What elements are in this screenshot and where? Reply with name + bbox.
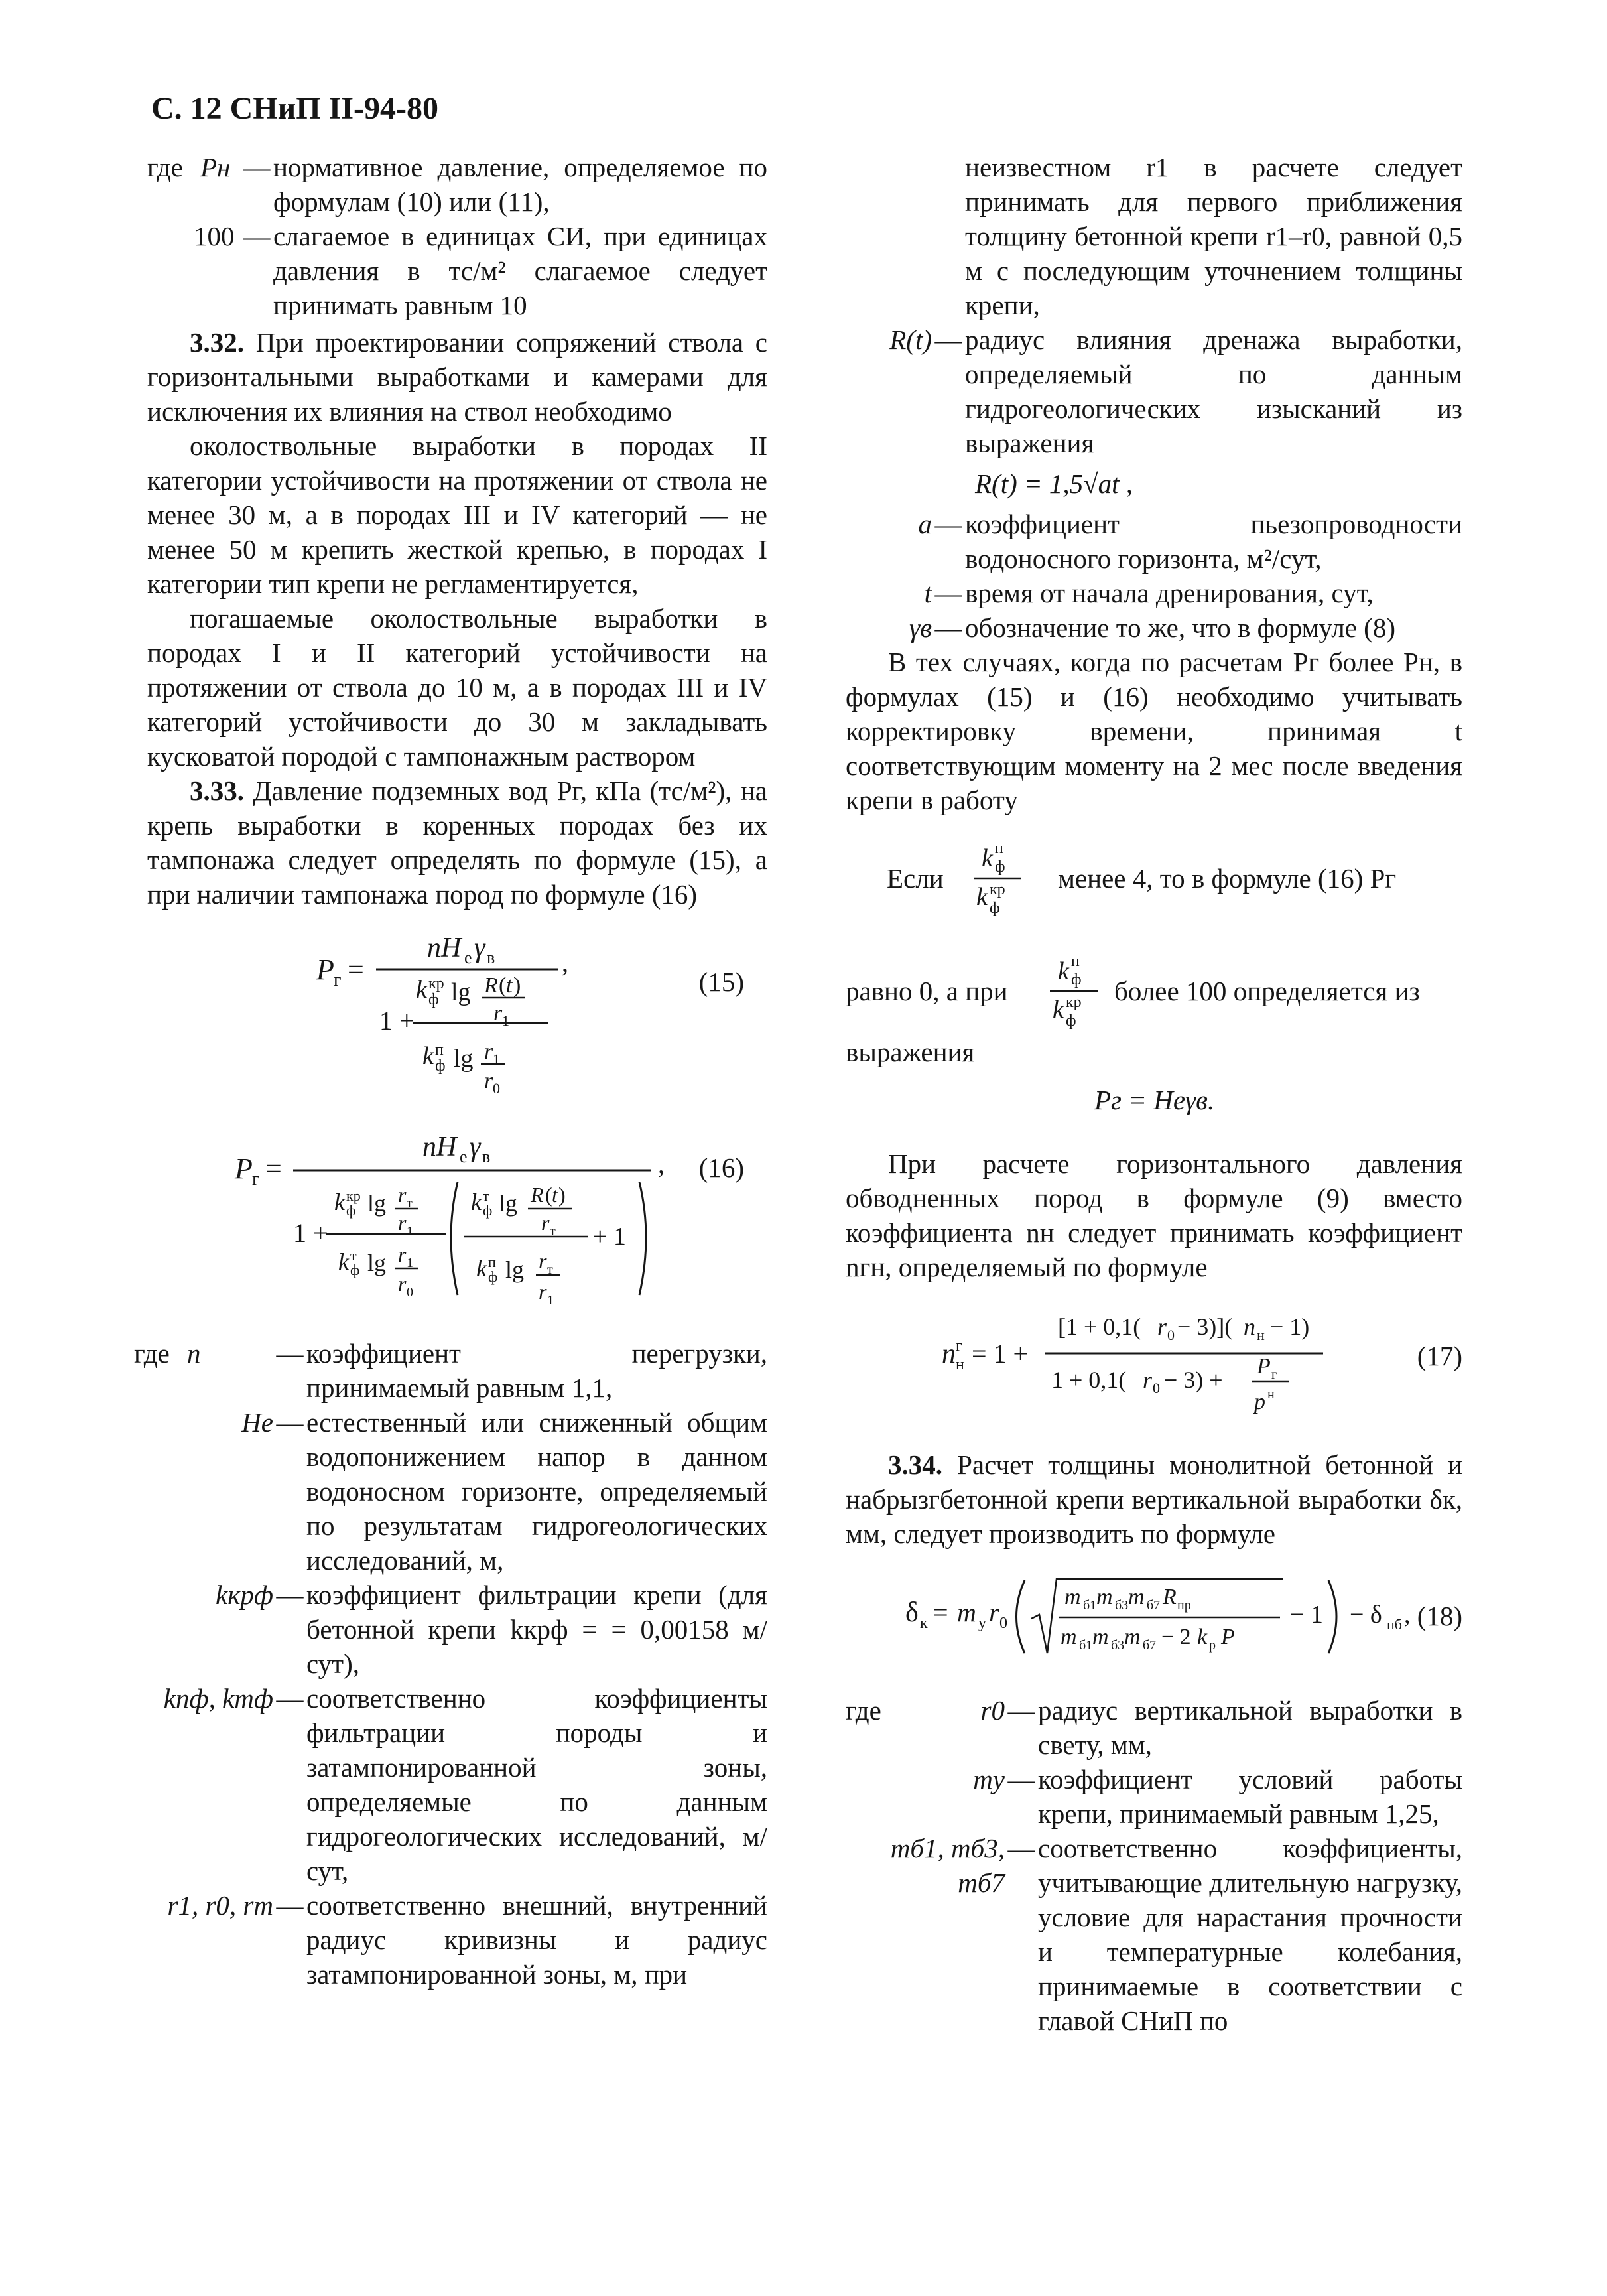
svg-text:k: k [1053, 996, 1064, 1024]
definition-dash: — [276, 1890, 304, 1921]
svg-text:r: r [398, 1243, 407, 1266]
svg-text:б1: б1 [1079, 1638, 1093, 1653]
svg-text:lg: lg [454, 1045, 474, 1073]
formula-number: (16) [698, 1152, 744, 1183]
svg-text:г: г [334, 970, 342, 990]
section-number: 3.32. [190, 327, 244, 358]
definition-symbol: t [924, 578, 932, 608]
definition-symbol: mу [973, 1764, 1005, 1794]
svg-text:= 1 +: = 1 + [972, 1339, 1029, 1369]
svg-text:пр: пр [1177, 1598, 1191, 1613]
svg-text:r: r [989, 1597, 999, 1627]
definition-continuation [846, 150, 1462, 322]
svg-text:ф: ф [350, 1262, 360, 1278]
definition-item [846, 322, 1462, 460]
definition-text: соответственно коэффициенты фильтрации породы и затампонированной зоны, определяемые по данным гидрогеологических исследований, м/сут, [306, 1683, 767, 1886]
section-number: 3.34. [888, 1450, 942, 1480]
svg-text:п: п [488, 1254, 496, 1270]
paragraph-text: При проектировании сопряжений ствола с горизонтальными выработками и камерами для исключения их влияния на ствол необходимо [147, 327, 767, 427]
expression-word: выражения [846, 1037, 975, 1067]
definition-dash: — [1007, 1833, 1035, 1863]
svg-text:r: r [398, 1272, 407, 1296]
definition-item [134, 1336, 767, 1405]
definition-symbol: n [187, 1338, 201, 1369]
svg-text:т: т [547, 1262, 553, 1277]
formula-number: (18) [1417, 1601, 1462, 1631]
svg-text:r: r [1143, 1367, 1153, 1393]
svg-text:(: ( [545, 1183, 552, 1207]
definition-text: нормативное давление, определяемое по формулам (10) или (11), [273, 152, 767, 217]
definition-symbol: 100 [194, 221, 235, 251]
formula-P: Pг = Hеγв. [1094, 1085, 1215, 1115]
svg-text:1 +: 1 + [293, 1218, 328, 1248]
formula-18 [846, 1567, 1462, 1666]
svg-text:=: = [933, 1597, 948, 1627]
svg-text:=: = [265, 1152, 282, 1185]
definition-prefix: где [846, 1695, 881, 1725]
svg-text:кр: кр [990, 881, 1005, 898]
svg-text:0: 0 [1153, 1380, 1160, 1396]
svg-text:1: 1 [502, 1012, 509, 1029]
svg-text:е: е [464, 948, 472, 967]
definition-symbol: mб1, mб3, mб7 [890, 1833, 1005, 1898]
svg-text:б1: б1 [1083, 1598, 1097, 1613]
definition-dash: — [934, 578, 962, 608]
svg-text:у: у [978, 1615, 986, 1632]
paragraph: околоствольные выработки в породах II категории устойчивости на протяжении от ствола не менее 30 м, а в породах III и IV категорий — не менее 50 м крепить жесткой крепью, в породах I категории тип крепи не регламентируется, [147, 431, 767, 599]
definition-text: соответственно внешний, внутренний радиус кривизны и радиус затампонированной зоны, м, при [306, 1890, 767, 1990]
formula-16 [147, 1137, 767, 1336]
svg-text:н: н [1267, 1387, 1275, 1402]
svg-text:1: 1 [407, 1256, 413, 1270]
svg-text:− 2: − 2 [1161, 1625, 1191, 1649]
svg-text:): ) [558, 1183, 566, 1207]
definition-text: коэффициент перегрузки, принимаемый равным 1,1, [306, 1338, 767, 1403]
paragraph: В тех случаях, когда по расчетам Pг более Pн, в формулах (15) и (16) необходимо учитывать корректировку времени, принимая t соответствующим моменту на 2 мес после введения крепи в работу [846, 647, 1462, 815]
svg-text:в: в [487, 948, 495, 967]
definition-symbol: kпф, kтф [163, 1683, 273, 1714]
svg-text:кр: кр [1066, 994, 1082, 1011]
svg-text:m: m [1092, 1625, 1109, 1649]
svg-text:− 1: − 1 [1290, 1601, 1323, 1629]
paragraph-text: Расчет толщины монолитной бетонной и набрызгбетонной крепи вертикальной выработки δк, мм, следует производить по формуле [846, 1450, 1462, 1549]
definition-item [147, 219, 767, 322]
definition-text: время от начала дренирования, сут, [965, 578, 1374, 608]
svg-text:0: 0 [999, 1615, 1007, 1632]
definition-dash: — [1007, 1764, 1035, 1794]
svg-text:в: в [482, 1147, 491, 1166]
svg-text:кр: кр [428, 975, 444, 992]
svg-text:0: 0 [407, 1285, 413, 1300]
svg-text:k: k [334, 1189, 345, 1215]
definition-dash: — [934, 612, 962, 643]
definition-item [846, 1693, 1462, 1762]
svg-text:к: к [920, 1615, 928, 1632]
svg-text:т: т [350, 1247, 357, 1264]
definition-text: коэффициент условий работы крепи, принимаемый равным 1,25, [1038, 1764, 1462, 1829]
definition-dash: — [934, 324, 962, 355]
svg-text:r: r [1157, 1314, 1167, 1340]
svg-text:k: k [976, 883, 988, 911]
svg-text:δ: δ [905, 1597, 919, 1628]
condition-text: менее 4, то в формуле (16) Pг [1058, 863, 1397, 894]
definition-symbol: R(t) [889, 324, 932, 355]
definition-item [147, 1578, 767, 1681]
svg-text:ф: ф [483, 1202, 493, 1219]
svg-text:ф: ф [435, 1057, 446, 1075]
condition-word: равно 0, а при [846, 976, 1008, 1006]
definition-dash: — [934, 509, 962, 539]
formula-number: (15) [698, 967, 744, 997]
svg-text:0: 0 [1167, 1327, 1175, 1343]
svg-text:б3: б3 [1115, 1598, 1129, 1613]
svg-text:r: r [539, 1280, 547, 1304]
formula-16-graphic [147, 1137, 744, 1336]
svg-text:n: n [942, 1339, 956, 1369]
svg-text:P: P [316, 953, 334, 986]
svg-text:,: , [658, 1149, 665, 1179]
svg-text:р: р [1209, 1638, 1216, 1653]
svg-text:+ 1: + 1 [593, 1223, 626, 1250]
svg-text:б7: б7 [1143, 1638, 1157, 1653]
svg-text:r: r [484, 1040, 493, 1064]
definition-symbol: r1, r0, rт [167, 1890, 273, 1921]
paragraph: При расчете горизонтального давления обводненных пород в формуле (9) вместо коэффициента nн следует принимать коэффициент nгн, определяемый по формуле [846, 1148, 1462, 1282]
formula-18-graphic [846, 1567, 1462, 1666]
svg-text:г: г [956, 1337, 962, 1355]
definition-prefix: где [134, 1338, 170, 1369]
svg-text:): ) [513, 973, 521, 998]
svg-text:lg: lg [367, 1250, 387, 1276]
svg-text:k: k [476, 1255, 487, 1282]
page-header: С. 12 СНиП II-94-80 [151, 91, 438, 126]
svg-text:,: , [1404, 1601, 1411, 1629]
definition-text: естественный или сниженный общим водопонижением напор в данном водоносном горизонте, определяемый по результатам гидрогеологических исследований, м, [306, 1407, 767, 1576]
definition-dash: — [276, 1683, 304, 1714]
paragraph-3-33 [147, 774, 767, 912]
definition-item [846, 576, 1462, 610]
svg-text:,: , [562, 947, 568, 977]
svg-text:г: г [1271, 1367, 1277, 1382]
svg-text:m: m [1064, 1585, 1081, 1609]
definition-item [147, 1888, 767, 1992]
definition-dash: — [276, 1407, 304, 1438]
definition-dash: — [243, 152, 271, 182]
svg-text:[1 + 0,1(: [1 + 0,1( [1058, 1314, 1141, 1340]
svg-text:1 +: 1 + [379, 1006, 415, 1036]
definition-dash: — [276, 1580, 304, 1610]
svg-text:γ: γ [474, 933, 485, 963]
svg-text:r: r [398, 1183, 407, 1207]
svg-text:R: R [1163, 1585, 1177, 1609]
definition-prefix: где [147, 152, 183, 182]
svg-text:nH: nH [427, 933, 462, 963]
svg-text:r: r [398, 1211, 407, 1235]
svg-text:R: R [484, 973, 498, 998]
svg-text:ф: ф [1071, 971, 1082, 988]
svg-text:k: k [471, 1189, 482, 1215]
svg-text:P: P [1221, 1625, 1235, 1649]
formula-17-graphic [846, 1302, 1462, 1414]
svg-text:nH: nH [422, 1137, 457, 1162]
definition-text: коэффициент фильтрации крепи (для бетонной крепи kкрф = = 0,00158 м/сут), [306, 1580, 767, 1679]
svg-text:m: m [1096, 1585, 1113, 1609]
definition-item [846, 1762, 1462, 1831]
definition-text: соответственно коэффициенты, учитывающие длительную нагрузку, условие для нарастания прочности и температурные колебания, принимаемые в соответствии с главой СНиП по [1038, 1833, 1462, 2036]
svg-text:m: m [1061, 1625, 1077, 1649]
definition-item [846, 1831, 1462, 2038]
svg-text:k: k [338, 1249, 349, 1275]
svg-text:r: r [539, 1249, 547, 1273]
svg-text:ф: ф [995, 858, 1005, 876]
condition-line-1 [846, 833, 1462, 919]
svg-text:б7: б7 [1147, 1598, 1161, 1613]
svg-text:m: m [1124, 1625, 1141, 1649]
svg-text:0: 0 [493, 1080, 500, 1097]
svg-text:т: т [483, 1187, 489, 1204]
svg-text:P: P [1257, 1354, 1271, 1379]
svg-text:r: r [493, 1001, 503, 1026]
definition-item [147, 1681, 767, 1888]
svg-text:ф: ф [488, 1268, 498, 1285]
definition-item [846, 507, 1462, 576]
svg-text:t: t [506, 973, 513, 998]
definition-text: слагаемое в единицах СИ, при единицах давления в тс/м² слагаемое следует принимать равным 10 [273, 221, 767, 320]
definition-dash: — [1007, 1695, 1035, 1725]
svg-text:lg: lg [499, 1190, 518, 1217]
formula-17 [846, 1302, 1462, 1414]
definition-symbol: r0 [980, 1695, 1005, 1725]
paragraph-text: Давление подземных вод Pг, кПа (тс/м²), на крепь выработки в коренных породах без их тампонажа следует определять по формуле (15), а при наличии тампонажа пород по формуле (16) [147, 776, 767, 910]
svg-text:1: 1 [547, 1293, 554, 1308]
section-number: 3.33. [190, 776, 244, 806]
svg-text:P: P [235, 1152, 253, 1185]
svg-text:кр: кр [346, 1187, 361, 1204]
definition-dash: — [276, 1338, 304, 1369]
definition-text: радиус вертикальной выработки в свету, мм, [1038, 1695, 1462, 1760]
svg-text:п: п [435, 1042, 444, 1059]
svg-text:r: r [541, 1211, 550, 1235]
svg-text:ф: ф [990, 900, 1000, 917]
ratio-kp-kkr [1045, 946, 1118, 1032]
svg-text:− 3) +: − 3) + [1164, 1367, 1223, 1393]
right-column [846, 150, 1462, 2038]
svg-text:п: п [1071, 953, 1080, 970]
svg-text:k: k [1058, 957, 1069, 985]
definition-item [147, 150, 767, 219]
definition-symbol: Hе [241, 1407, 273, 1438]
svg-text:lg: lg [505, 1256, 525, 1283]
svg-text:n: n [1244, 1314, 1255, 1340]
definition-symbol: γв [909, 612, 932, 643]
svg-text:− δ: − δ [1350, 1601, 1382, 1629]
svg-text:п: п [995, 840, 1003, 857]
definition-item [846, 610, 1462, 645]
paragraph-3-32 [147, 325, 767, 429]
formula-R: R(t) = 1,5√at , [975, 468, 1133, 499]
svg-text:k: k [422, 1042, 434, 1070]
svg-text:пб: пб [1387, 1616, 1402, 1633]
svg-text:lg: lg [367, 1190, 387, 1217]
svg-text:н: н [1257, 1327, 1265, 1343]
formula-15-graphic [147, 931, 651, 1097]
svg-text:ф: ф [428, 991, 439, 1008]
svg-text:н: н [956, 1356, 964, 1373]
svg-text:(: ( [499, 973, 507, 998]
definition-text: обозначение то же, что в формуле (8) [965, 612, 1395, 643]
paragraph-3-34 [846, 1448, 1462, 1551]
svg-text:б3: б3 [1111, 1638, 1125, 1653]
svg-text:lg: lg [451, 979, 471, 1006]
condition-text: более 100 определяется из [1114, 976, 1420, 1006]
definition-item [147, 1405, 767, 1578]
svg-text:k: k [1197, 1625, 1208, 1649]
svg-text:k: k [416, 976, 427, 1004]
definition-text: радиус влияния дренажа выработки, определяемый по данным гидрогеологических изысканий из выражения [965, 324, 1462, 458]
definition-text: коэффициент пьезопроводности водоносного горизонта, м²/сут, [965, 509, 1462, 574]
svg-text:m: m [1128, 1585, 1145, 1609]
svg-text:R: R [531, 1183, 544, 1207]
svg-text:r: r [484, 1069, 493, 1093]
svg-text:1: 1 [407, 1224, 413, 1239]
paragraph: погашаемые околоствольные выработки в породах I и II категорий устойчивости на протяжении от ствола до 10 м, а в породах III и IV категорий устойчивости до 30 м закладывать кусковатой породой с тампонажным раствором [147, 603, 767, 772]
formula-number: (17) [1417, 1341, 1462, 1371]
definition-dash: — [243, 221, 271, 251]
svg-text:ф: ф [346, 1202, 356, 1219]
svg-text:− 1): − 1) [1270, 1314, 1310, 1340]
svg-text:1 + 0,1(: 1 + 0,1( [1051, 1367, 1127, 1393]
condition-line-2 [846, 946, 1462, 1032]
definition-symbol: a [918, 509, 932, 539]
svg-text:− 3)](: − 3)]( [1177, 1314, 1233, 1340]
definition-symbol: kкрф [216, 1580, 273, 1610]
svg-text:1: 1 [493, 1051, 500, 1067]
definition-text: неизвестном r1 в расчете следует принимать для первого приближения толщину бетонной крепи r1–r0, равной 0,5 м с последующим уточнением толщины крепи, [965, 152, 1462, 320]
definition-symbol: Pн [200, 152, 231, 182]
svg-text:k: k [982, 844, 993, 872]
svg-text:т: т [550, 1224, 556, 1239]
svg-text:p: p [1254, 1390, 1265, 1414]
ratio-kp-kkr [968, 833, 1041, 919]
svg-text:е: е [460, 1147, 468, 1166]
svg-text:т: т [407, 1196, 413, 1211]
svg-text:γ: γ [470, 1137, 481, 1162]
svg-text:ф: ф [1066, 1012, 1076, 1030]
svg-text:=: = [348, 953, 364, 986]
svg-text:m: m [957, 1597, 976, 1627]
formula-15 [147, 931, 767, 1097]
svg-text:г: г [252, 1169, 260, 1189]
left-column [134, 150, 767, 1992]
condition-word: Если [887, 863, 944, 894]
svg-text:t: t [552, 1183, 558, 1207]
